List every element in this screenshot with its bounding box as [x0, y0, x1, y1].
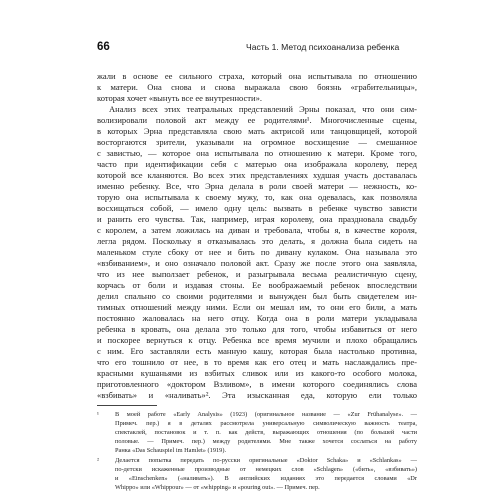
footnote-line: Ранка «Das Schauspiel im Hamlet» (1919). — [115, 447, 227, 454]
text-line: «взбиванием», и оно означало половой акт. Сразу же после этого она заявляла, — [97, 258, 417, 268]
text-line: и поскорее вернуться к отцу. Ребенка все время мучили и плохо обращались — [97, 335, 417, 345]
text-line: часто при идентификации себя с матерью она изображала королеву, перед — [97, 159, 417, 169]
text-line: и ранить его чувства. Так, например, играя королеву, она праздновала свадьбу — [97, 214, 417, 224]
text-line: постоянно жаловалась на него отцу. Когда она в роли матери укладывала — [97, 313, 417, 323]
text-line: жали в основе ее сильного страха, который она испытывала по отношению — [97, 71, 417, 81]
footnote-marker: ² — [97, 457, 99, 464]
text-line: восторгаются зрители, указывали на огромное восхищение — смешанное — [97, 137, 417, 147]
text-line: красными кушаньями из взбитых сливок или из какого-то особого молока, — [97, 368, 417, 378]
footnote-line: и «Einschenken» («наливать»). В английских изданиях это передается словами «Dr — [115, 475, 417, 482]
text-line: восхищаться собой, — имело одну цель: вызвать в ребенке чувство зависти — [97, 203, 417, 213]
footnote-line: по-детски искаженные производные от немецких слов «Schlagen» («бить», «взбивать») — [115, 466, 417, 473]
running-title: Часть 1. Метод психоанализа ребенка — [246, 42, 400, 52]
text-line: волизировали половой акт между ее родителями¹. Многочисленные сцены, — [97, 115, 417, 125]
footnote-line: спектаклей, постановок и т. п. как действ, выражающих отношения (по большей части — [115, 429, 417, 436]
text-line: что из нее выползает ребенок, и разыгрывала весьма реалистичную сцену, — [97, 269, 417, 279]
text-line: легла рядом. Поскольку я отказывалась это делать, я должна была сидеть на — [97, 236, 417, 246]
footnote-marker: ¹ — [97, 411, 99, 418]
text-line: корчась от боли и издавая стоны. Ее воображаемый ребенок впоследствии — [97, 280, 417, 290]
text-line: что его тошнило от нее, в то время как его отец и мать наслаждались пре- — [97, 357, 417, 367]
text-line: в которых Эрна представляла свою мать актрисой или танцовщицей, которой — [97, 126, 417, 136]
text-line: «взбивать» и «наливать»². Эта изысканная еда, которую ели только — [97, 390, 417, 400]
text-line: ребенка в кровать, она делала это только для того, чтобы избавиться от него — [97, 324, 417, 334]
text-line: делил спальню со своими родителями и вынужден был быть свидетелем ин- — [97, 291, 417, 301]
text-line: к матери. Она снова и снова выражала свою боязнь «грабительницы», — [97, 82, 417, 92]
text-line: с завистью, — которое она испытывала по отношению к матери. Кроме того, — [97, 148, 417, 158]
footnote-line: Whippo» или «Whippour» — от «whipping» и «pouring out». — Примеч. пер. — [115, 484, 320, 491]
text-line: которой все кланяются. Во всех этих представлениях худшая участь доставалась — [97, 170, 417, 180]
footnote-line: Примеч. пер.) я в деталях рассмотрела универсальную символическую важность театра, — [115, 420, 417, 427]
footnote-line: половые. — Примеч. пер.) между родителями. Мне также хочется сослаться на работу — [115, 438, 417, 445]
text-line: Анализ всех этих театральных представлений Эрны показал, что они сим- — [109, 104, 417, 114]
text-line: тимных отношений между ними. Если он мешал им, то они его били, а мать — [97, 302, 417, 312]
text-line: с ним. Его заставляли есть манную кашу, которая была настолько противна, — [97, 346, 417, 356]
footnote-line: Делается попытка передать по-русски оригинальные «Doktor Schaka» и «Schlankas» — — [115, 457, 417, 464]
text-line: которая хочет «вынуть все ее внутренности». — [97, 93, 263, 103]
footnote-line: В моей работе «Early Analysis» (1923) (оригинальное название — «Zur Frühanalyse». — — [115, 411, 417, 418]
footnote-separator — [97, 405, 157, 406]
text-line: маленьком стуле сбоку от нее и бить по дивану кулаком. Она называла это — [97, 247, 417, 257]
text-line: именно ребенку. Все, что Эрна делала в роли своей матери — нежность, ко- — [97, 181, 417, 191]
text-line: с королем, а затем ложилась на диван и требовала, чтобы я, в качестве короля, — [97, 225, 417, 235]
text-line: приготовленного «доктором Взливом», в имени которого соединялись слова — [97, 379, 417, 389]
text-line: торую она испытывала к своему мужу, то, как она одевалась, как позволяла — [97, 192, 417, 202]
page-number: 66 — [97, 41, 110, 53]
